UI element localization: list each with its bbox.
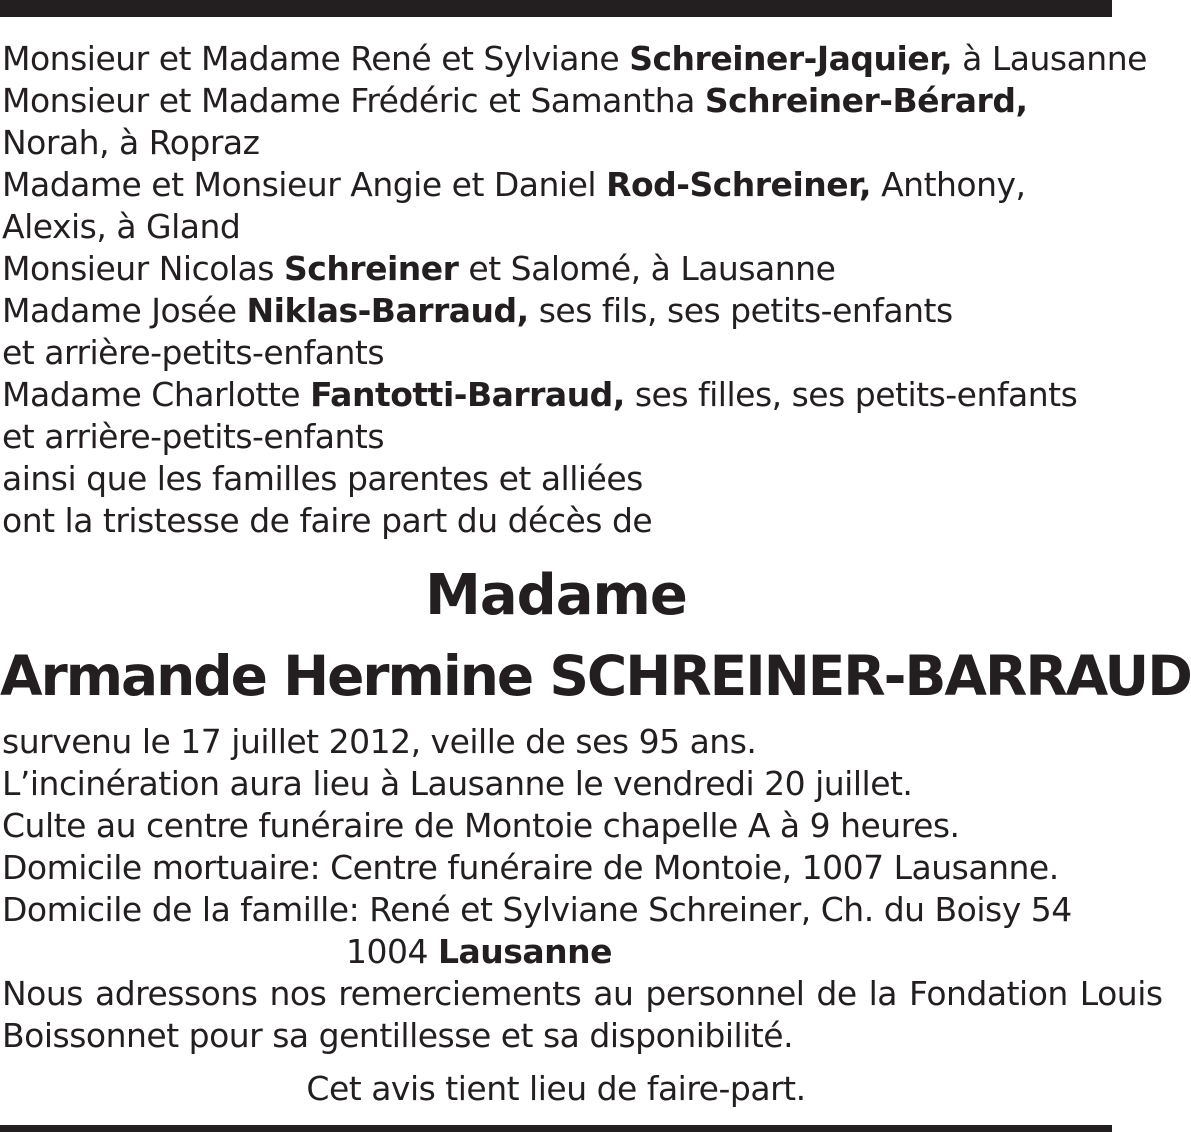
postal-code: 1004 [346,932,438,971]
funeral-details [2,721,1163,1057]
family-surname: Schreiner [283,249,459,288]
thanks-line: Nous adressons nos remerciements au personnel de la Fondation Louis [2,974,1163,1013]
deceased-name: Armande Hermine SCHREINER-BARRAUD [0,644,1191,708]
family-surname: Niklas-Barraud, [246,291,529,330]
city-name: Lausanne [437,932,613,971]
thanks-line: Boissonnet pour sa gentillesse et sa disponibilité. [2,1016,794,1055]
family-line: ont la tristesse de faire part du décès de [2,501,653,540]
family-surname: Rod-Schreiner, [606,165,872,204]
detail-line: L’incinération aura lieu à Lausanne le vendredi 20 juillet. [2,764,913,803]
detail-line: Domicile mortuaire: Centre funéraire de Montoie, 1007 Lausanne. [2,848,1059,887]
top-rule [0,0,1112,17]
family-line [2,248,1110,290]
family-line: ainsi que les familles parentes et alliées [2,459,643,498]
detail-line: survenu le 17 juillet 2012, veille de ses 95 ans. [2,722,757,761]
family-line [2,290,1110,332]
family-surname: Schreiner-Jaquier, [629,39,953,78]
family-text: Monsieur et Madame Frédéric et Samantha [2,81,705,120]
family-line [2,38,1147,80]
family-text: et Salomé, à Lausanne [458,249,836,288]
detail-line: Domicile de la famille: René et Sylviane Schreiner, Ch. du Boisy 54 [2,890,1072,929]
family-line [2,164,1110,206]
family-text: Madame Josée [2,291,247,330]
family-text: ses fils, ses petits-enfants [528,291,953,330]
family-line: et arrière-petits-enfants [2,333,385,372]
family-text: Anthony, [871,165,1026,204]
family-line: Norah, à Ropraz [2,123,260,162]
family-surname: Fantotti-Barraud, [310,375,625,414]
bottom-rule [0,1125,1112,1132]
family-surname: Schreiner-Bérard, [704,81,1028,120]
family-text: Monsieur Nicolas [2,249,284,288]
family-text: Madame Charlotte [2,375,311,414]
family-line [2,80,1110,122]
family-text: Monsieur et Madame René et Sylviane [2,39,630,78]
address-line [2,931,1110,973]
family-text: à Lausanne [952,39,1147,78]
detail-line: Culte au centre funéraire de Montoie chapelle A à 9 heures. [2,806,960,845]
family-line: et arrière-petits-enfants [2,417,385,456]
family-text: Madame et Monsieur Angie et Daniel [2,165,607,204]
family-line: Alexis, à Gland [2,207,241,246]
deceased-title: Madame [425,563,687,628]
family-text: ses filles, ses petits-enfants [624,375,1078,414]
closing-note: Cet avis tient lieu de faire-part. [306,1069,806,1108]
family-list [2,38,1147,542]
family-line [2,374,1110,416]
